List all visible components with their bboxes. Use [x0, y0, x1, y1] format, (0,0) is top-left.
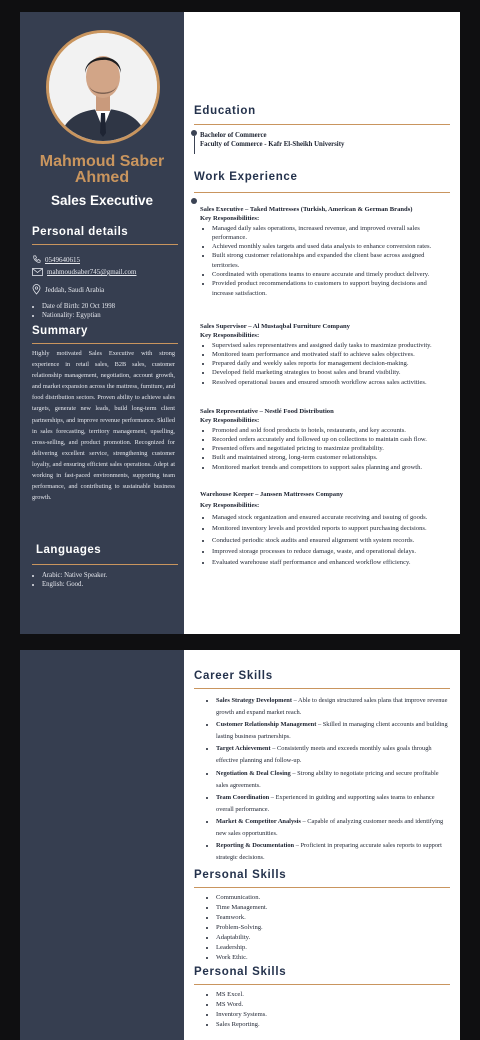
- list-item: • Negotiation & Deal Closing – Strong ability to negotiate pricing and secure profitable sales agreements.: [216, 768, 450, 792]
- list-item: • Nationality: Egyptian: [42, 311, 115, 320]
- list-item: • Achieved monthly sales targets and used data analysis to enhance conversion rates.: [212, 242, 450, 251]
- list-item: • Reporting & Documentation – Proficient in preparing accurate sales reports to support strategic decisions.: [216, 840, 450, 864]
- school: Faculty of Commerce - Kafr El-Sheikh University: [200, 141, 345, 148]
- sidebar: [20, 650, 184, 1040]
- list-item: • Market & Competitor Analysis – Capable of analyzing customer needs and identifying new sales opportunities.: [216, 816, 450, 840]
- job-title: Sales Executive: [50, 193, 154, 208]
- soft-skills-list: [204, 893, 267, 963]
- divider: [194, 984, 450, 985]
- responsibilities-label: Key Responsibilities:: [200, 332, 260, 340]
- list-item: • Inventory Systems.: [216, 1010, 267, 1020]
- list-item: • Built strong customer relationships and expanded the client base across assigned territories.: [212, 251, 450, 270]
- candidate-name: [20, 154, 184, 186]
- location-row: [32, 284, 104, 295]
- education-heading: Education: [194, 105, 256, 117]
- responsibilities-label: Key Responsibilities:: [200, 502, 260, 510]
- languages-list: [42, 571, 107, 589]
- personal-details-heading: Personal details: [32, 226, 129, 238]
- name-line-1: Mahmoud Saber: [39, 153, 165, 170]
- list-item: • Sales Reporting.: [216, 1020, 267, 1030]
- education-entry: [200, 131, 344, 149]
- list-item: • Conducted periodic stock audits and ensured alignment with system records.: [212, 535, 450, 546]
- responsibilities-label: Key Responsibilities:: [200, 215, 260, 223]
- work-heading: Work Experience: [194, 171, 298, 183]
- phone-link[interactable]: 0549640615: [45, 255, 80, 264]
- job-entry: [200, 489, 450, 569]
- list-item: • Recorded orders accurately and followed up on collections to maintain cash flow.: [212, 435, 450, 444]
- list-item: • Resolved operational issues and ensured smooth workflow across sales activities.: [212, 378, 450, 387]
- list-item: • Presented offers and negotiated pricing to maximize profitability.: [212, 444, 450, 453]
- email-link[interactable]: mahmoudsaber745@gmail.com: [47, 268, 137, 276]
- list-item: • Supervised sales representatives and assigned daily tasks to maximize productivity.: [212, 341, 450, 350]
- list-item: • Team Coordination – Experienced in guiding and supporting sales teams to enhance overall performance.: [216, 792, 450, 816]
- job-entry: [200, 205, 450, 298]
- location-pin-icon: [32, 284, 41, 295]
- job-title: Sales Executive – Taked Mattresses (Turkish, American & German Brands): [200, 206, 413, 213]
- name-line-2: Ahmed: [74, 169, 130, 186]
- personal-skills-heading: Personal Skills: [194, 869, 287, 881]
- job-title: Sales Supervisor – Al Mustaqbal Furniture Company: [200, 323, 350, 330]
- list-item: • Teamwork.: [216, 913, 267, 923]
- resume-page-1: [20, 12, 460, 634]
- list-item: • Improved storage processes to reduce damage, waste, and operational delays.: [212, 546, 450, 557]
- list-item: • Prepared daily and weekly sales reports for management decision-making.: [212, 359, 450, 368]
- main-column: [184, 650, 460, 1040]
- list-item: • MS Excel.: [216, 990, 267, 1000]
- list-item: • MS Word.: [216, 1000, 267, 1010]
- list-item: • Managed daily sales operations, increased revenue, and improved overall sales performance.: [212, 224, 450, 243]
- list-item: • Target Achievement – Consistently meets and exceeds monthly sales goals through effective planning and follow-up.: [216, 743, 450, 767]
- list-item: • Date of Birth: 20 Oct 1998: [42, 302, 115, 311]
- timeline-dot: [191, 198, 197, 204]
- divider: [194, 192, 450, 193]
- list-item: • Monitored market trends and competitors to support sales planning and growth.: [212, 463, 450, 472]
- phone-row: [32, 255, 80, 264]
- divider: [194, 124, 450, 125]
- responsibilities-label: Key Responsibilities:: [200, 417, 260, 425]
- personal-skills-heading-2: Personal Skills: [194, 966, 287, 978]
- resume-page-2: [20, 650, 460, 1040]
- sidebar: [20, 12, 184, 634]
- list-item: • Evaluated warehouse staff performance and enhanced workflow efficiency.: [212, 557, 450, 568]
- career-skills-list: [204, 695, 450, 864]
- timeline-line: [194, 136, 195, 154]
- email-row: [32, 268, 136, 276]
- job-entry: [200, 322, 450, 387]
- divider: [32, 244, 178, 245]
- list-item: • Time Management.: [216, 903, 267, 913]
- list-item: • Problem-Solving.: [216, 923, 267, 933]
- summary-heading: Summary: [32, 325, 88, 337]
- profile-photo: [46, 30, 160, 144]
- person-portrait-icon: [49, 33, 157, 141]
- list-item: • Monitored team performance and motivated staff to achieve sales objectives.: [212, 350, 450, 359]
- list-item: • Promoted and sold food products to hotels, restaurants, and key accounts.: [212, 426, 450, 435]
- list-item: • Developed field marketing strategies to boost sales and brand visibility.: [212, 368, 450, 377]
- career-skills-heading: Career Skills: [194, 670, 273, 682]
- list-item: • Adaptability.: [216, 933, 267, 943]
- list-item: • Sales Strategy Development – Able to design structured sales plans that improve revenue growth and expand market reach.: [216, 695, 450, 719]
- languages-heading: Languages: [36, 544, 102, 556]
- list-item: • Monitored inventory levels and provided reports to support purchasing decisions.: [212, 523, 450, 534]
- divider: [194, 887, 450, 888]
- phone-icon: [32, 255, 41, 264]
- list-item: • Communication.: [216, 893, 267, 903]
- location-text: Jeddah, Saudi Arabia: [45, 285, 105, 294]
- personal-info-list: [42, 302, 115, 320]
- job-title: Sales Representative – Nestlé Food Distribution: [200, 408, 334, 415]
- list-item: • English: Good.: [42, 580, 107, 589]
- envelope-icon: [32, 268, 43, 276]
- divider: [32, 343, 178, 344]
- list-item: • Provided product recommendations to customers to support buying decisions and increase satisfaction.: [212, 279, 450, 298]
- degree: Bachelor of Commerce: [200, 132, 267, 139]
- job-title: Warehouse Keeper – Janssen Mattresses Company: [200, 491, 344, 498]
- job-entry: [200, 407, 450, 472]
- list-item: • Coordinated with operations teams to ensure accurate and timely product delivery.: [212, 270, 450, 279]
- divider: [32, 564, 178, 565]
- list-item: • Managed stock organization and ensured accurate receiving and issuing of goods.: [212, 512, 450, 523]
- summary-text: Highly motivated Sales Executive with strong experience in retail sales, B2B sales, customer relationship management, negotiation, account growth, and market expansion across the mattress, furniture, and food distribution sectors. Proven ability to achieve sales targets, generate new leads, build long-term client partnerships, and improve revenue performance. Skilled in sales forecasting, territory management, upselling, cross-selling, and product promotion. Recognized for delivering excellent service, strengthening customer loyalty, and ensuring efficient sales operations. Adept at working in fast-paced environments, supporting team performance, and contributing to sustainable business growth.: [32, 350, 175, 502]
- divider: [194, 688, 450, 689]
- list-item: • Arabic: Native Speaker.: [42, 571, 107, 580]
- main-column: [184, 12, 460, 634]
- list-item: • Work Ethic.: [216, 953, 267, 963]
- technical-skills-list: [204, 990, 267, 1030]
- list-item: • Built and maintained strong, long-term customer relationships.: [212, 453, 450, 462]
- list-item: • Leadership.: [216, 943, 267, 953]
- list-item: • Customer Relationship Management – Skilled in managing client accounts and building lasting business partnerships.: [216, 719, 450, 743]
